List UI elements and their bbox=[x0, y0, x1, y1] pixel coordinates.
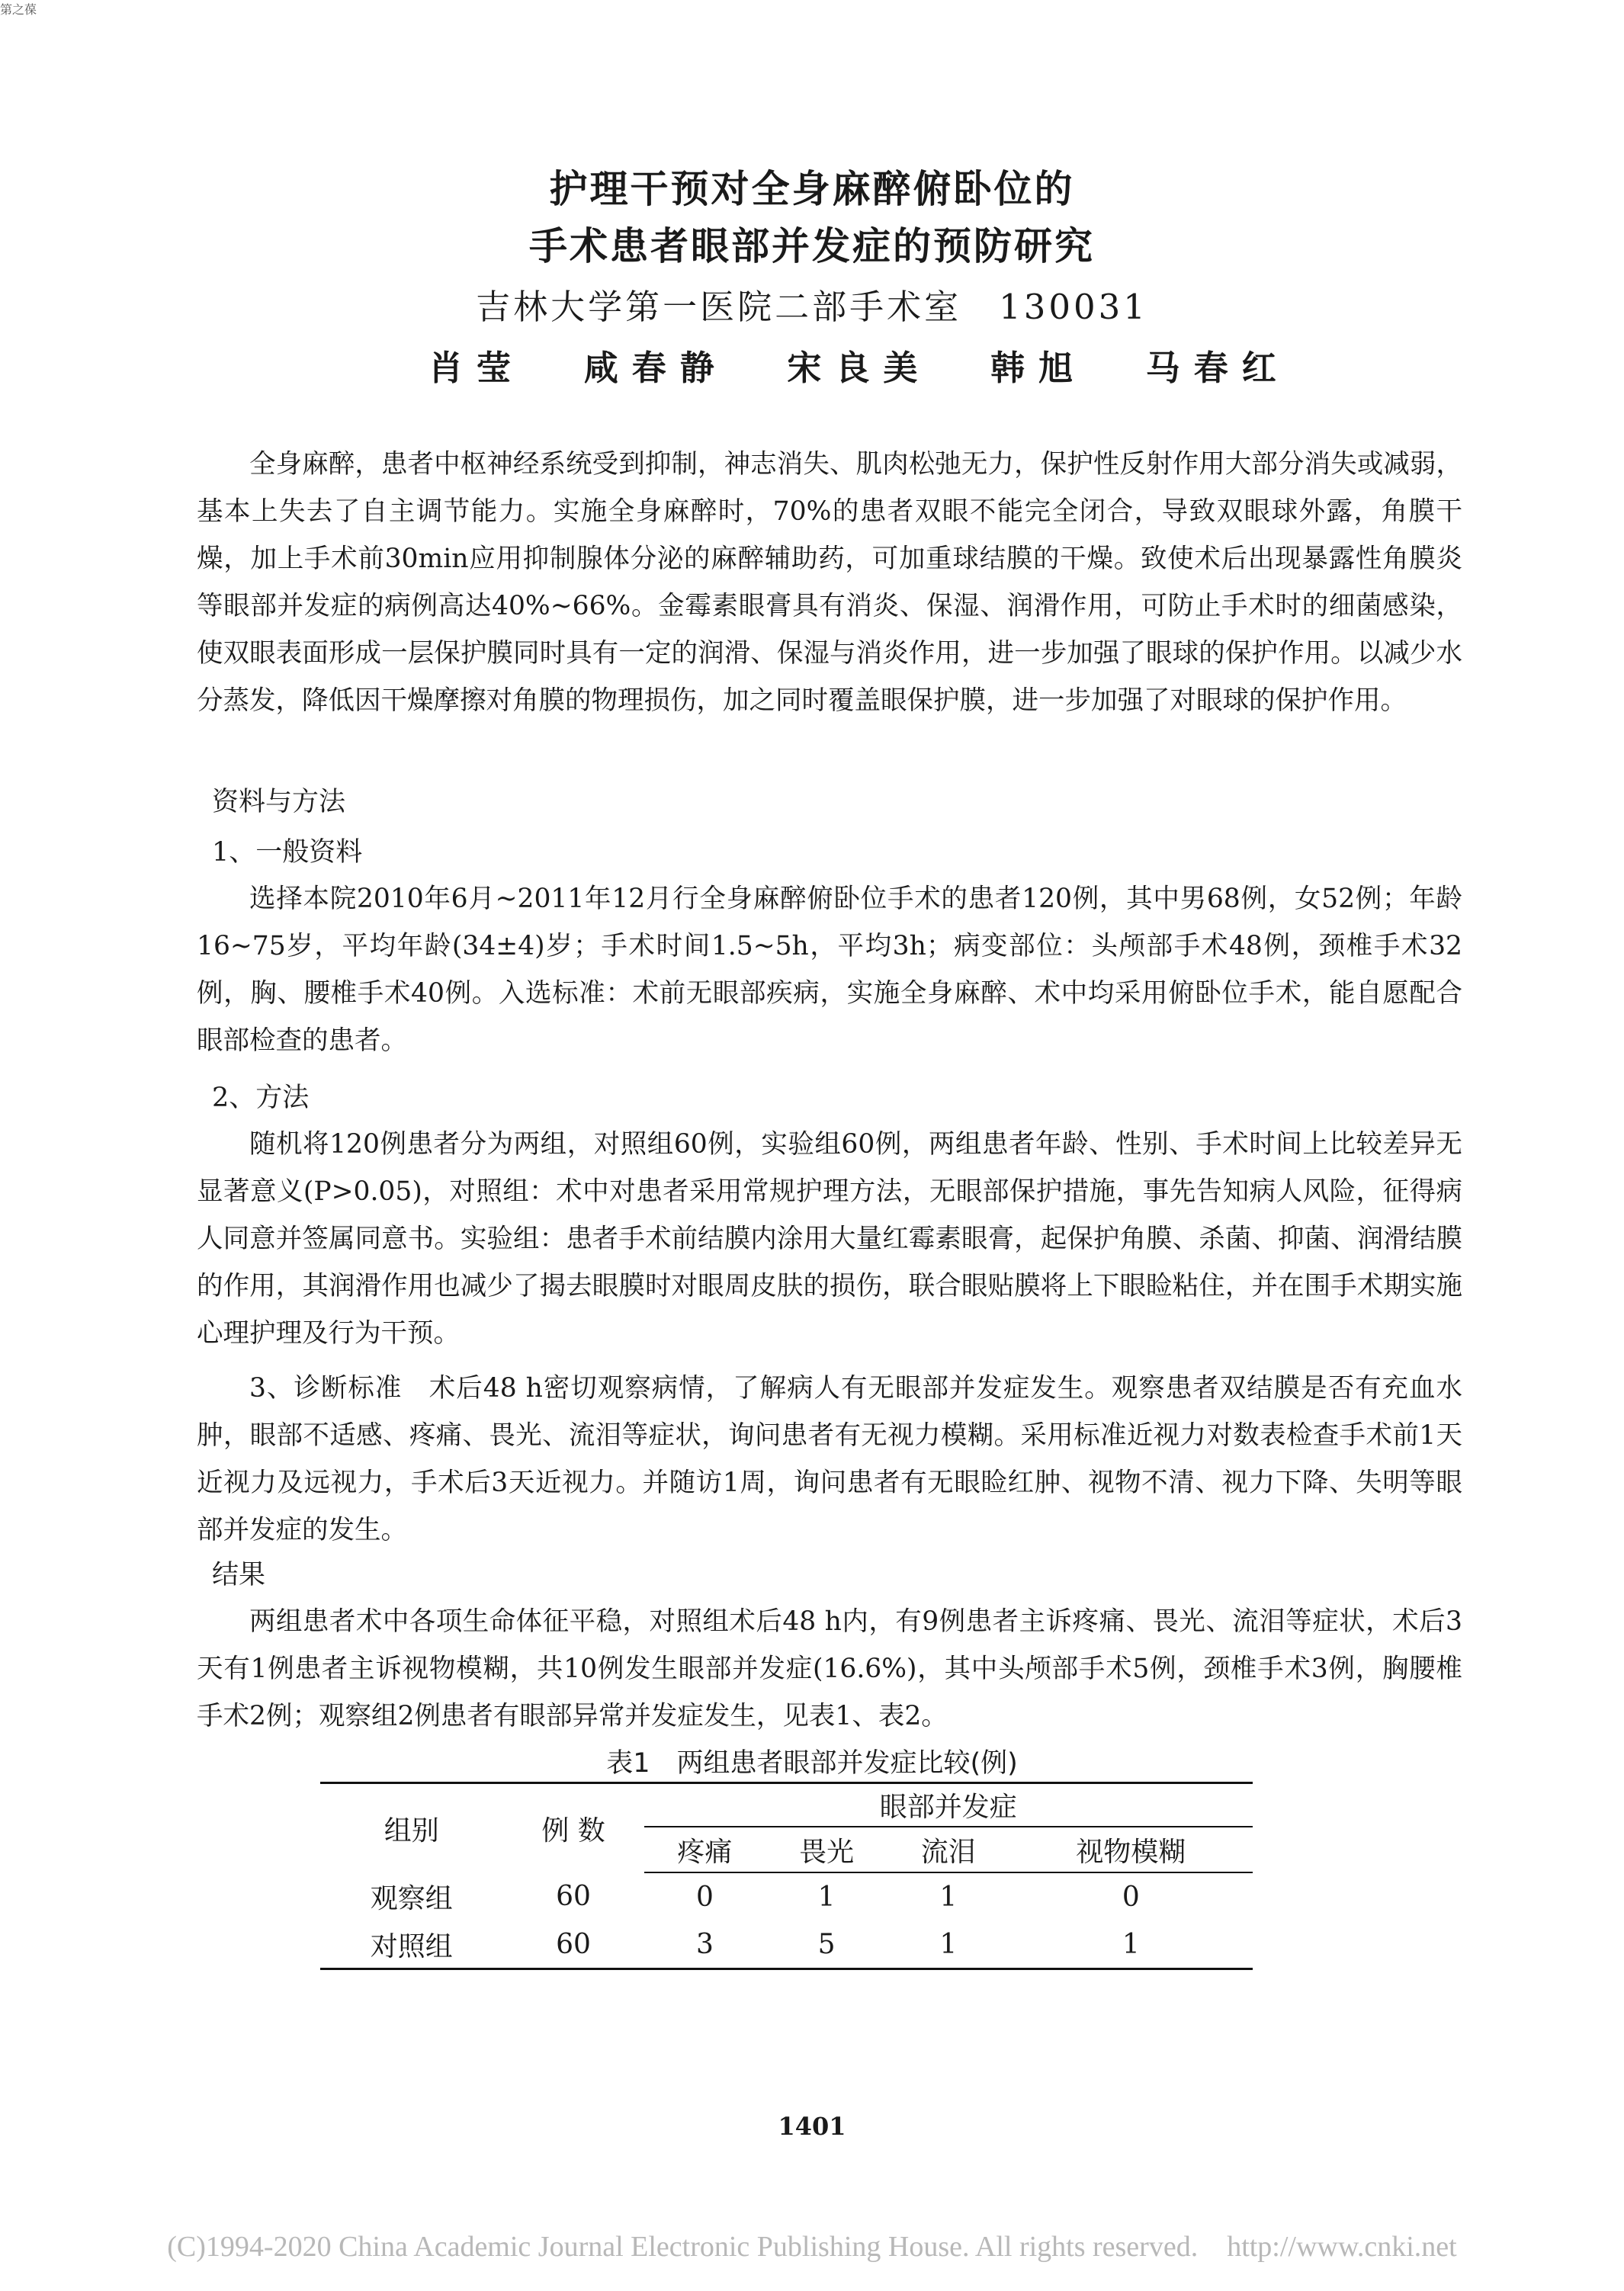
col-count-header: 例 数 bbox=[503, 1783, 644, 1873]
table-row bbox=[320, 1872, 1253, 1920]
author: 肖莹 bbox=[428, 348, 525, 388]
cell-value: 3 bbox=[644, 1920, 766, 1969]
author: 马春红 bbox=[1145, 348, 1290, 388]
general-paragraph: 选择本院2010年6月~2011年12月行全身麻醉俯卧位手术的患者120例，其中男68例，女52例；年龄16~75岁，平均年龄(34±4)岁；手术时间1.5~5h，平均3h；病变部位：头颅部手术48例，颈椎手术32例，胸、腰椎手术40例。入选标准：术前无眼部疾病，实施全身麻醉、术中均采用俯卧位手术，能自愿配合眼部检查的患者。 bbox=[197, 884, 1462, 1056]
complication-table bbox=[320, 1782, 1253, 1970]
sub-col-header: 流泪 bbox=[887, 1827, 1009, 1872]
table-caption: 表1 两组患者眼部并发症比较(例) bbox=[606, 1748, 1018, 1779]
corner-label: 第之葆 bbox=[0, 2, 37, 17]
col-span-header: 眼部并发症 bbox=[644, 1783, 1253, 1827]
cell-count: 60 bbox=[556, 1881, 591, 1912]
title-line-2: 手术患者眼部并发症的预防研究 bbox=[529, 224, 1095, 268]
sub-col-header: 疼痛 bbox=[644, 1827, 766, 1872]
cell-value: 1 bbox=[887, 1920, 1009, 1969]
heading-methods: 资料与方法 bbox=[212, 787, 346, 817]
col-group-header: 组别 bbox=[320, 1783, 503, 1873]
cell-value: 1 bbox=[817, 1881, 836, 1913]
method-paragraph: 随机将120例患者分为两组，对照组60例，实验组60例，两组患者年龄、性别、手术时间上比较差异无显著意义(P>0.05)，对照组：术中对患者采用常规护理方法，无眼部保护措施，事先告知病人风险，征得病人同意并签属同意书。实验组：患者手术前结膜内涂用大量红霉素眼膏，起保护角膜、杀菌、抑菌、润滑结膜的作用，其润滑作用也减少了揭去眼膜时对眼周皮肤的损伤，联合眼贴膜将上下眼睑粘住，并在围手术期实施心理护理及行为干预。 bbox=[197, 1129, 1462, 1349]
cell-group: 对照组 bbox=[320, 1920, 503, 1969]
intro-paragraph: 全身麻醉，患者中枢神经系统受到抑制，神志消失、肌肉松弛无力，保护性反射作用大部分消失或减弱，基本上失去了自主调节能力。实施全身麻醉时，70%的患者双眼不能完全闭合，导致双眼球外露，角膜干燥，加上手术前30min应用抑制腺体分泌的麻醉辅助药，可加重球结膜的干燥。致使术后出现暴露性角膜炎等眼部并发症的病例高达40%~66%。金霉素眼膏具有消炎、保湿、润滑作用，可防止手术时的细菌感染，使双眼表面形成一层保护膜同时具有一定的润滑、保湿与消炎作用，进一步加强了眼球的保护作用。以减少水分蒸发，降低因干燥摩擦对角膜的物理损伤，加之同时覆盖眼保护膜，进一步加强了对眼球的保护作用。 bbox=[197, 449, 1462, 716]
author: 咸春静 bbox=[583, 348, 728, 388]
table-row bbox=[320, 1920, 1253, 1969]
results-paragraph: 两组患者术中各项生命体征平稳，对照组术后48 h内，有9例患者主诉疼痛、畏光、流泪等症状，术后3天有1例患者主诉视物模糊，共10例发生眼部并发症(16.6%)，其中头颅部手术5例，颈椎手术3例，胸腰椎手术2例；观察组2例患者有眼部异常并发症发生，见表1、表2。 bbox=[197, 1606, 1462, 1731]
heading-method: 2、方法 bbox=[212, 1083, 310, 1113]
diagnosis-paragraph: 3、诊断标准 术后48 h密切观察病情，了解病人有无眼部并发症发生。观察患者双结膜是否有充血水肿，眼部不适感、疼痛、畏光、流泪等症状，询问患者有无视力模糊。采用标准近视力对数表检查手术前1天近视力及远视力，手术后3天近视力。并随访1周，询问患者有无眼睑红肿、视物不清、视力下降、失明等眼部并发症的发生。 bbox=[197, 1373, 1462, 1545]
cell-value: 5 bbox=[765, 1920, 887, 1969]
author-list bbox=[428, 340, 1337, 390]
heading-results: 结果 bbox=[212, 1560, 266, 1590]
copyright-footer: (C)1994-2020 China Academic Journal Electronic Publishing House. All rights reserved. http://www.cnki.net bbox=[167, 2231, 1457, 2263]
cell-value: 0 bbox=[1122, 1881, 1140, 1913]
author: 韩旭 bbox=[990, 348, 1087, 388]
heading-general: 1、一般资料 bbox=[212, 837, 363, 868]
cell-count: 60 bbox=[503, 1920, 644, 1969]
author: 宋良美 bbox=[787, 348, 932, 388]
cell-group: 观察组 bbox=[370, 1883, 453, 1914]
sub-col-header: 畏光 bbox=[765, 1827, 887, 1872]
affiliation: 吉林大学第一医院二部手术室 130031 bbox=[476, 287, 1148, 327]
cell-value: 1 bbox=[1009, 1920, 1253, 1969]
cell-value: 1 bbox=[939, 1881, 958, 1913]
cell-value: 0 bbox=[695, 1881, 714, 1913]
sub-col-header: 视物模糊 bbox=[1009, 1827, 1253, 1872]
page-number: 1401 bbox=[778, 2112, 846, 2141]
title-line-1: 护理干预对全身麻醉俯卧位的 bbox=[549, 167, 1075, 211]
